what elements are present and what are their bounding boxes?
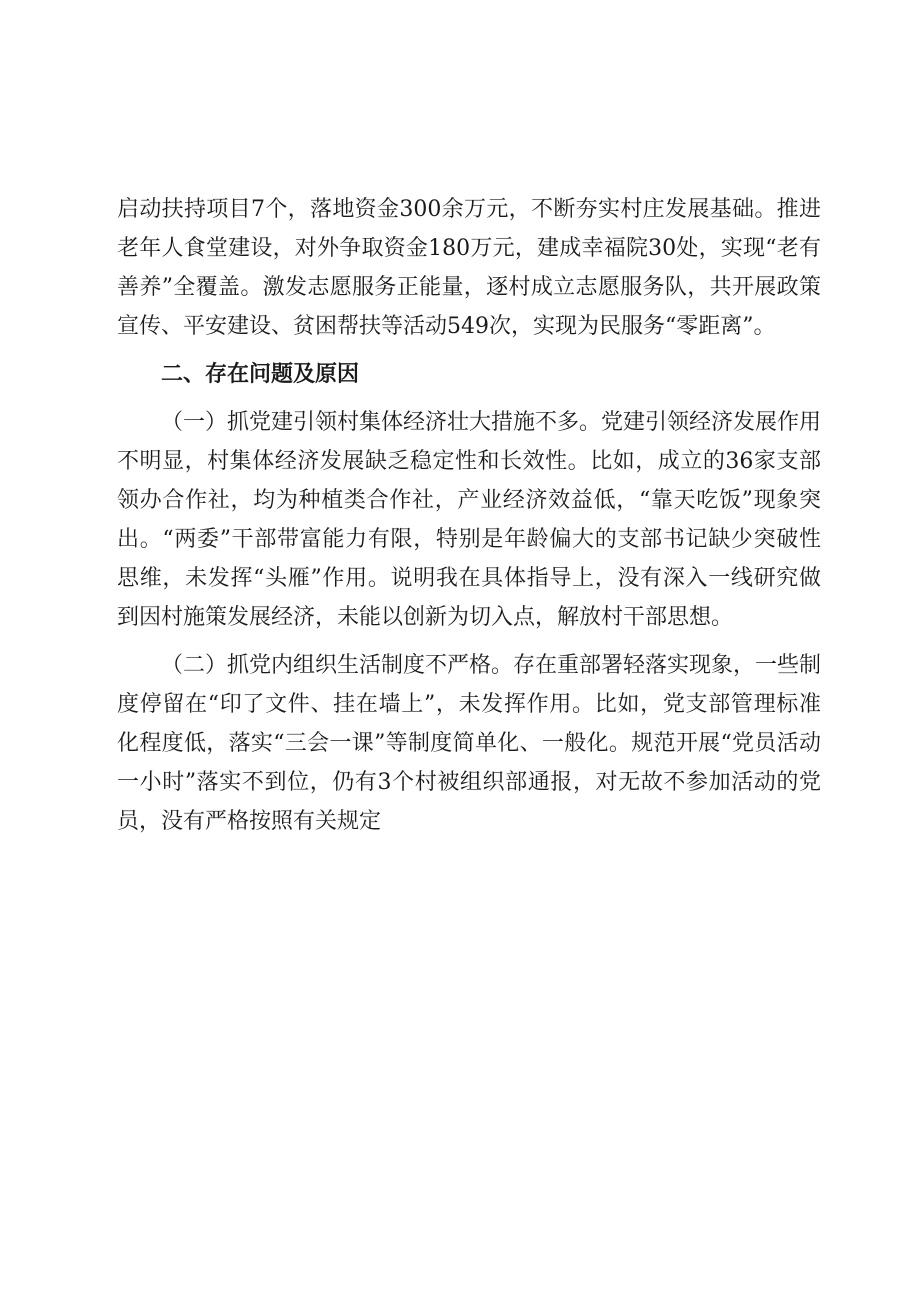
paragraph-issue-1: （一）抓党建引领村集体经济壮大措施不多。党建引领经济发展作用不明显，村集体经济发展缺乏稳定性和长效性。比如，成立的36家支部领办合作社，均为种植类合作社，产业经济效益低，“靠天吃饭”现象突出。“两委”干部带富能力有限，特别是年龄偏大的支部书记缺少突破性思维，未发挥“头雁”作用。说明我在具体指导上，没有深入一线研究做到因村施策发展经济，未能以创新为切入点，解放村干部思想。 — [117, 410, 822, 630]
document-body — [117, 190, 821, 850]
paragraph-issue-2: （二）抓党内组织生活制度不严格。存在重部署轻落实现象，一些制度停留在“印了文件、挂在墙上”，未发挥作用。比如，党支部管理标准化程度低，落实“三会一课”等制度简单化、一般化。规范开展“党员活动一小时”落实不到位，仍有3个村被组织部通报，对无故不参加活动的党员，没有严格按照有关规定 — [117, 653, 822, 834]
section-heading: 二、存在问题及原因 — [161, 362, 360, 387]
paragraph-continued: 启动扶持项目7个，落地资金300余万元，不断夯实村庄发展基础。推进老年人食堂建设，对外争取资金180万元，建成幸福院30处，实现“老有善养”全覆盖。激发志愿服务正能量，逐村成立志愿服务队，共开展政策宣传、平安建设、贫困帮扶等活动549次，实现为民服务“零距离”。 — [117, 197, 821, 339]
